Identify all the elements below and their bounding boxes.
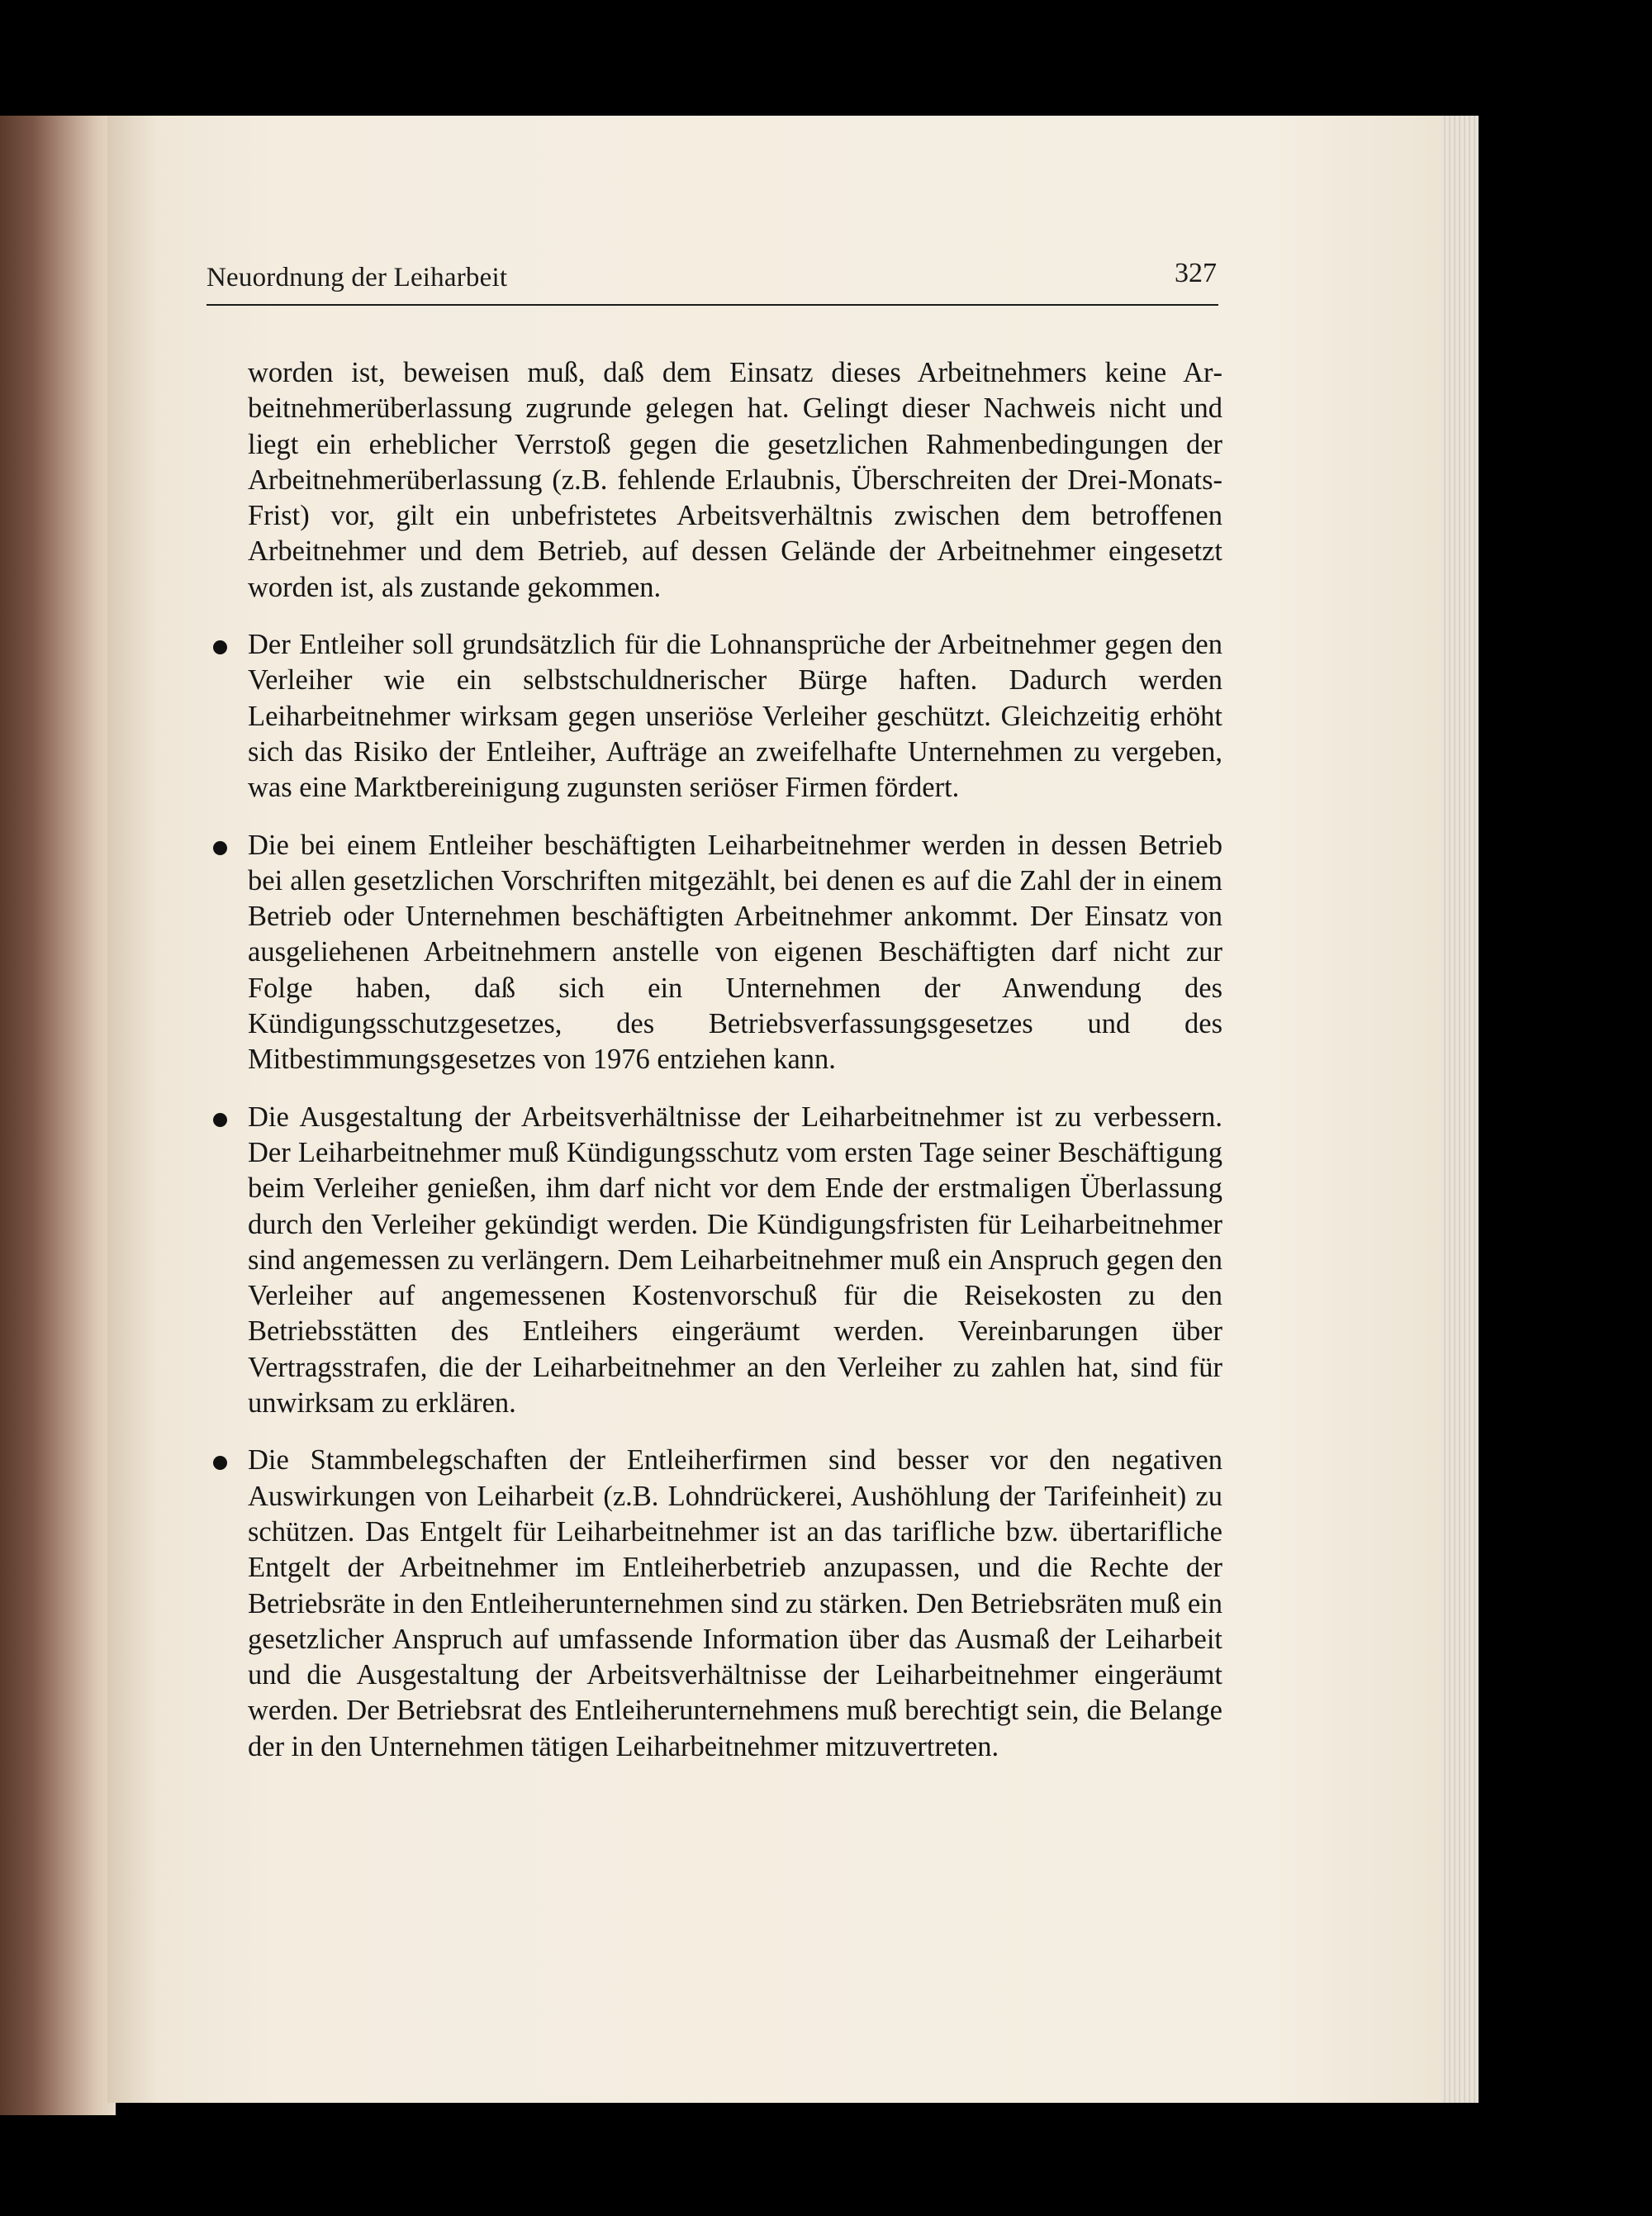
intro-paragraph: worden ist, beweisen muß, daß dem Einsatz dieses Arbeitnehmers keine Arbeitnehmerüberlassung zugrunde gelegen hat. Gelingt dieser Nachweis nicht und liegt ein erheblicher Verrstoß gegen die gesetzlichen Rahmenbedingungen der Arbeitnehmerüberlassung (z.B. fehlende Erlaubnis, Überschreiten der Drei-Monats-Frist) vor, gilt ein unbefristetes Arbeitsverhältnis zwischen dem betroffenen Arbeitnehmer und dem Betrieb, auf dessen Gelände der Arbeitnehmer eingesetzt worden ist, als zustande gekommen. bbox=[248, 357, 1222, 603]
running-head bbox=[206, 258, 1218, 306]
bullet-text: Die bei einem Entleiher beschäftigten Leiharbeitnehmer werden in dessen Betrieb bei allen gesetzlichen Vorschriften mitgezählt, bei denen es auf die Zahl der in einem Betrieb oder Unternehmen beschäftigten Arbeitnehmer ankommt. Der Einsatz von ausgeliehenen Arbeitnehmern anstelle von eigenen Beschäftigten darf nicht zur Folge haben, daß sich ein Unternehmen der Anwendung des Kündigungsschutzgesetzes, des Betriebsverfassungsgesetzes und des Mitbestimmungsgesetzes von 1976 entziehen kann. bbox=[248, 829, 1222, 1076]
bullet-paragraph bbox=[248, 627, 1222, 806]
bullet-text: Die Stammbelegschaften der Entleiherfirmen sind besser vor den negativen Auswirkungen von Leiharbeit (z.B. Lohndrückerei, Aushöhlung der Tarifeinheit) zu schützen. Das Entgelt für Leiharbeitnehmer ist an das tarifliche bzw. übertarifliche Entgelt der Arbeitnehmer im Entleiherbetrieb anzupassen, und die Rechte der Betriebsräte in den Entleiherunternehmen sind zu stärken. Den Betriebsräten muß ein gesetzlicher Anspruch auf umfassende Information über das Ausmaß der Leiharbeit und die Ausgestaltung der Arbeitsverhältnisse der Leiharbeitnehmer eingeräumt werden. Der Betriebsrat des Entleiherunternehmens muß berechtigt sein, die Belange der in den Unternehmen tätigen Leiharbeitnehmer mitzuvertreten. bbox=[248, 1444, 1222, 1762]
page-stack-edge bbox=[1441, 116, 1479, 2103]
bullet-icon bbox=[213, 1113, 227, 1127]
bullet-icon bbox=[213, 841, 227, 855]
book-binding-edge bbox=[0, 116, 116, 2115]
bullet-paragraph bbox=[248, 1100, 1222, 1422]
bullet-paragraph bbox=[248, 828, 1222, 1078]
running-head-title: Neuordnung der Leiharbeit bbox=[206, 263, 508, 292]
bullet-icon bbox=[213, 640, 227, 654]
page-number: 327 bbox=[1175, 258, 1217, 288]
bullet-text: Der Entleiher soll grundsätzlich für die Lohnansprüche der Arbeitnehmer gegen den Verleiher wie ein selbstschuldnerischer Bürge haften. Dadurch werden Leiharbeitnehmer wirksam gegen unseriöse Verleiher geschützt. Gleichzeitig erhöht sich das Risiko der Entleiher, Aufträge an zweifelhafte Unternehmen zu vergeben, was eine Marktbereinigung zugunsten seriöser Firmen fördert. bbox=[248, 629, 1222, 804]
bullet-paragraph bbox=[248, 1443, 1222, 1765]
bullet-text: Die Ausgestaltung der Arbeitsverhältnisse der Leiharbeitnehmer ist zu verbessern. Der Leiharbeitnehmer muß Kündigungsschutz vom ersten Tage seiner Beschäftigung beim Verleiher genießen, ihm darf nicht vor dem Ende der erstmaligen Überlassung durch den Verleiher gekündigt werden. Die Kündigungsfristen für Leiharbeitnehmer sind angemessen zu verlängern. Dem Leiharbeitnehmer muß ein Anspruch gegen den Verleiher auf angemessenen Kostenvorschuß für die Reisekosten zu den Betriebsstätten des Entleihers eingeräumt werden. Vereinbarungen über Vertragsstrafen, die der Leiharbeitnehmer an den Verleiher zu zahlen hat, sind für unwirksam zu erklären. bbox=[248, 1101, 1222, 1419]
body-text bbox=[248, 355, 1222, 1765]
